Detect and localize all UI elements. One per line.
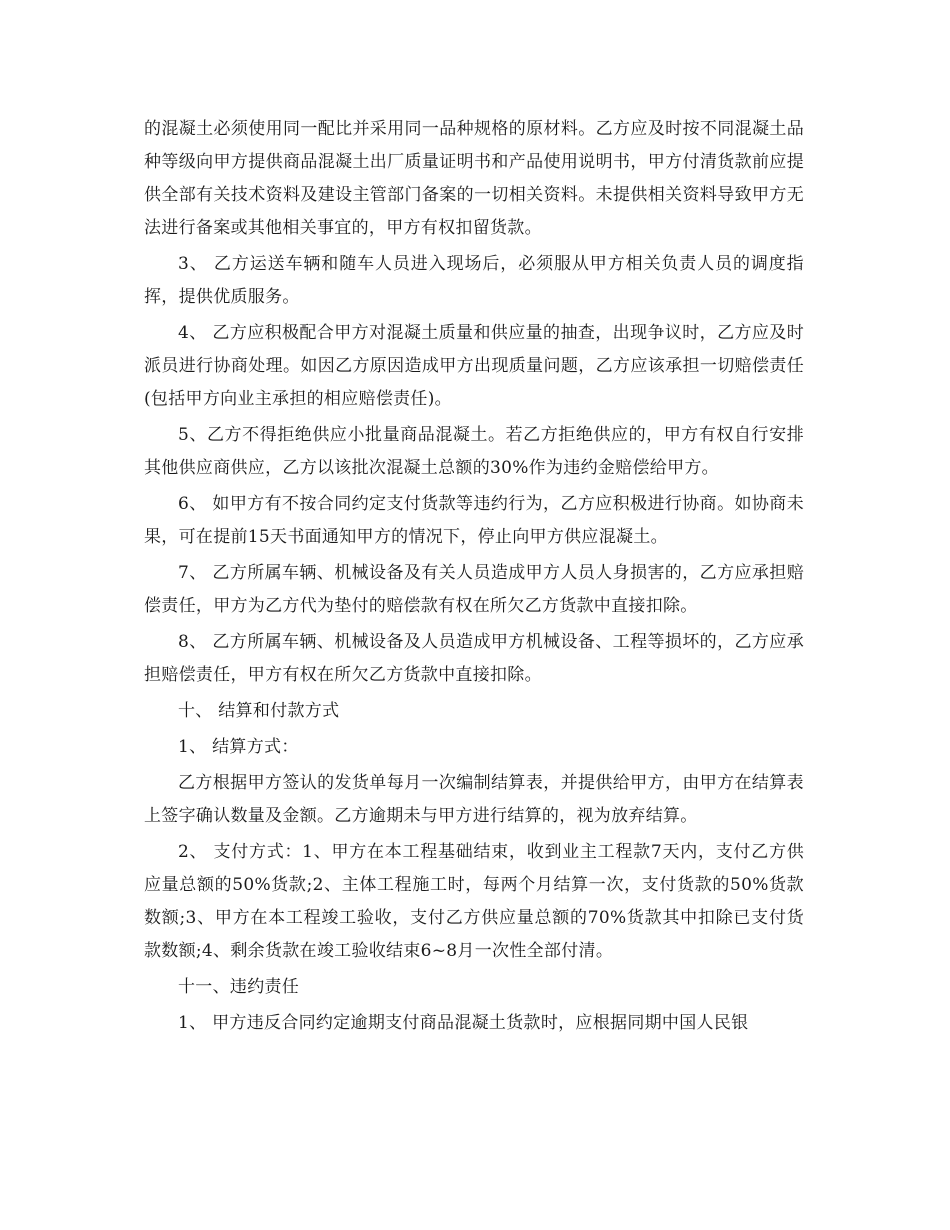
paragraph-clause-4: 4、 乙方应积极配合甲方对混凝土质量和供应量的抽查，出现争议时，乙方应及时派员进行协商处理。如因乙方原因造成甲方出现质量问题，乙方应该承担一切赔偿责任(包括甲方向业主承担的相应赔偿责任)。 <box>144 323 804 409</box>
section-heading-liability: 十一、违约责任 <box>178 977 300 997</box>
paragraph-payment-method: 2、 支付方式：1、甲方在本工程基础结束，收到业主工程款7天内，支付乙方供应量总额的50%货款;2、主体工程施工时，每两个月结算一次，支付货款的50%货款数额;3、甲方在本工程竣工验收，支付乙方供应量总额的70%货款其中扣除已支付货款数额;4、剩余货款在竣工验收结束6~8月一次性全部付清。 <box>144 842 804 961</box>
paragraph-clause-5: 5、乙方不得拒绝供应小批量商品混凝土。若乙方拒绝供应的，甲方有权自行安排其他供应商供应，乙方以该批次混凝土总额的30%作为违约金赔偿给甲方。 <box>144 425 804 478</box>
document-body <box>144 113 804 1043</box>
paragraph-clause-6: 6、 如甲方有不按合同约定支付货款等违约行为，乙方应积极进行协商。如协商未果，可在提前15天书面通知甲方的情况下，停止向甲方供应混凝土。 <box>144 494 804 547</box>
subheading-settlement-method: 1、 结算方式： <box>178 737 299 757</box>
section-heading-settlement: 十、 结算和付款方式 <box>178 701 340 721</box>
paragraph-materials-continued: 的混凝土必须使用同一配比并采用同一品种规格的原材料。乙方应及时按不同混凝土品种等级向甲方提供商品混凝土出厂质量证明书和产品使用说明书，甲方付清货款前应提供全部有关技术资料及建设主管部门备案的一切相关资料。未提供相关资料导致甲方无法进行备案或其他相关事宜的，甲方有权扣留货款。 <box>144 119 804 238</box>
paragraph-settlement-method: 乙方根据甲方签认的发货单每月一次编制结算表，并提供给甲方，由甲方在结算表上签字确认数量及金额。乙方逾期未与甲方进行结算的，视为放弃结算。 <box>144 773 804 826</box>
paragraph-clause-8: 8、 乙方所属车辆、机械设备及人员造成甲方机械设备、工程等损坏的，乙方应承担赔偿责任，甲方有权在所欠乙方货款中直接扣除。 <box>144 632 804 685</box>
paragraph-clause-3: 3、 乙方运送车辆和随车人员进入现场后，必须服从甲方相关负责人员的调度指挥，提供优质服务。 <box>144 254 804 307</box>
paragraph-clause-7: 7、 乙方所属车辆、机械设备及有关人员造成甲方人员人身损害的，乙方应承担赔偿责任，甲方为乙方代为垫付的赔偿款有权在所欠乙方货款中直接扣除。 <box>144 563 804 616</box>
paragraph-liability-1: 1、 甲方违反合同约定逾期支付商品混凝土货款时，应根据同期中国人民银 <box>178 1013 749 1033</box>
